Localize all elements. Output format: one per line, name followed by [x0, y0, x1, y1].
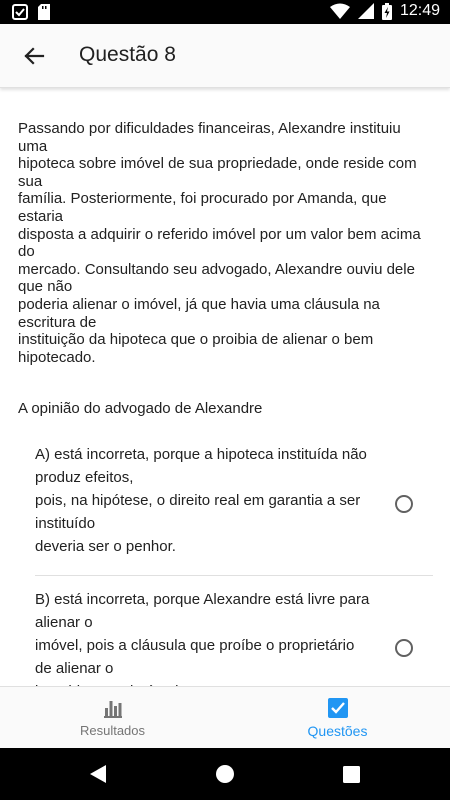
- system-recents-button[interactable]: [339, 762, 363, 786]
- back-triangle-icon: [89, 765, 107, 783]
- question-text: Passando por dificuldades financeiras, Alexandre instituiu uma hipoteca sobre imóvel de sua propriedade, onde reside com sua família. Posteriormente, foi procurado por Amanda, que estaria disposta a adquirir o referido imóvel por um valor bem acima do mercado. Consultando seu advogado, Alexandre ouviu dele que não poderia alienar o imóvel, já que havia uma cláusula na escritura de instituição da hipoteca que o proibia de alienar o bem hipotecado.: [18, 120, 421, 366]
- system-home-button[interactable]: [213, 762, 237, 786]
- sd-card-icon: [38, 4, 50, 20]
- status-bar: [0, 0, 450, 24]
- battery-charging-icon: [382, 3, 392, 20]
- cellular-signal-icon: [358, 3, 374, 19]
- wifi-icon: [330, 3, 350, 19]
- app-bar: [0, 24, 450, 88]
- page-title: Questão 8: [79, 43, 176, 66]
- system-navigation-bar: [0, 748, 450, 800]
- option-a-text: A) está incorreta, porque a hipoteca instituída não produz efeitos, pois, na hipótese, o direito real em garantia a ser instituído deveria ser o penhor.: [35, 446, 367, 555]
- back-button[interactable]: [18, 40, 50, 72]
- recents-square-icon: [343, 766, 360, 783]
- status-left-icons: [12, 4, 50, 20]
- system-back-button[interactable]: [86, 762, 110, 786]
- option-a[interactable]: [35, 443, 433, 558]
- option-divider: [35, 575, 433, 576]
- nav-item-questoes[interactable]: [225, 687, 450, 749]
- checkbox-checked-icon: [328, 698, 348, 718]
- notification-icon: [12, 4, 28, 20]
- nav-label-questoes: Questões: [307, 722, 368, 739]
- status-time: 12:49: [399, 2, 440, 19]
- nav-label-resultados: Resultados: [79, 723, 146, 738]
- bottom-navigation: [0, 686, 450, 748]
- option-a-radio[interactable]: [395, 495, 413, 513]
- option-b-radio[interactable]: [395, 639, 413, 657]
- question-prompt: A opinião do advogado de Alexandre: [18, 400, 263, 417]
- arrow-back-icon: [24, 46, 44, 66]
- option-b-text: B) está incorreta, porque Alexandre está livre para alienar o imóvel, pois a cláusula que proíbe o proprietário de alienar o: [35, 591, 370, 677]
- home-circle-icon: [215, 764, 235, 784]
- nav-item-resultados[interactable]: [0, 687, 225, 749]
- bar-chart-icon: [103, 698, 123, 718]
- status-right-icons: [330, 2, 440, 20]
- question-content[interactable]: [0, 90, 450, 686]
